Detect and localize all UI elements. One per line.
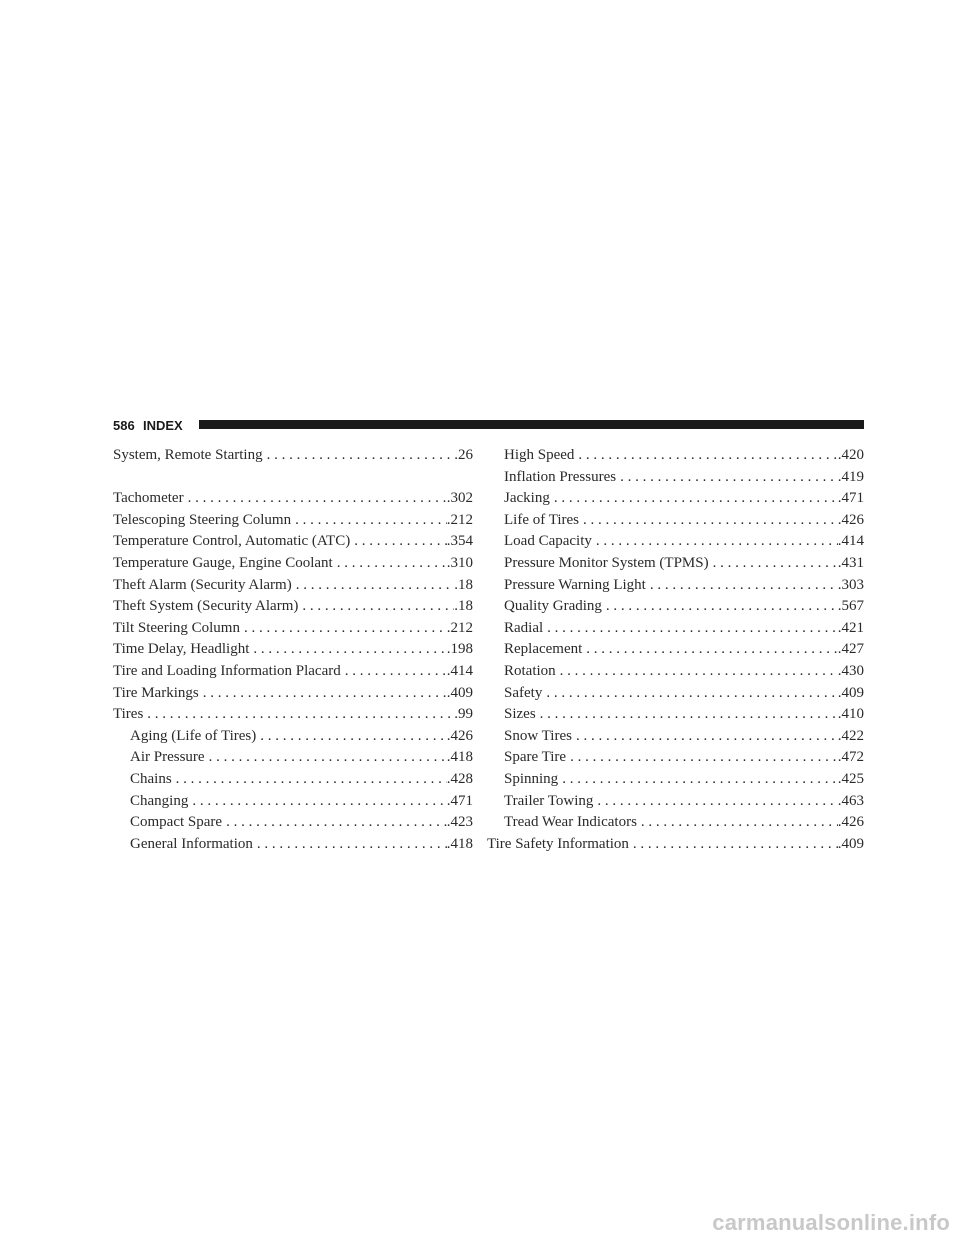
dot-leader [143,704,454,726]
entry-page-number: .414 [837,533,864,550]
entry-label: Theft System (Security Alarm) [113,598,299,615]
page-header [113,416,864,436]
dot-leader [292,575,455,597]
entry-label: Tire Markings [113,684,199,701]
index-entry [113,596,473,618]
index-entry [113,618,473,640]
dot-leader [629,834,838,856]
entry-page-number: .212 [446,511,473,528]
index-column-right [487,445,864,855]
entry-label: General Information [130,835,253,852]
dot-leader [543,618,838,640]
index-subentry [487,531,864,553]
entry-page-number: .198 [446,641,473,658]
entry-label: Radial [504,619,544,636]
index-subentry [487,812,864,834]
entry-page-number: .418 [446,749,473,766]
entry-label: Chains [130,770,172,787]
entry-label: Jacking [504,490,550,507]
dot-leader [556,661,838,683]
entry-label: Tilt Steering Column [113,619,240,636]
entry-page-number: .303 [837,576,864,593]
dot-leader [579,510,838,532]
entry-page-number: .302 [446,490,473,507]
index-entry [113,445,473,467]
entry-label: Inflation Pressures [504,468,617,485]
entry-page-number: .427 [837,641,864,658]
dot-leader [602,596,838,618]
entry-label: Spinning [504,770,559,787]
entry-page-number: .99 [454,706,473,723]
index-subentry [487,510,864,532]
dot-leader [592,531,838,553]
entry-label: Pressure Monitor System (TPMS) [504,554,709,571]
index-subentry [487,791,864,813]
index-subentry [113,791,473,813]
index-subentry [487,769,864,791]
entry-page-number: .420 [837,447,864,463]
entry-label: Compact Spare [130,814,223,831]
entry-label: Rotation [504,662,556,679]
entry-label: Life of Tires [504,511,579,528]
index-entry [113,704,473,726]
entry-page-number: .419 [837,468,864,485]
index-subentry [487,575,864,597]
page-number: 586 [113,418,135,433]
entry-label: Temperature Gauge, Engine Coolant [113,554,333,571]
entry-label: Tire Safety Information [487,835,629,852]
dot-leader [616,467,838,489]
entry-page-number: .423 [446,814,473,831]
index-subentry [487,445,864,467]
dot-leader [184,488,447,510]
entry-page-number: .310 [446,554,473,571]
entry-label: Temperature Control, Automatic (ATC) [113,533,351,550]
entry-label: Pressure Warning Light [504,576,646,593]
dot-leader [253,834,447,856]
index-subentry [487,683,864,705]
index-subentry [113,834,473,856]
entry-page-number: .418 [446,835,473,852]
index-subentry [487,596,864,618]
entry-label: Tread Wear Indicators [504,814,637,831]
entry-label: Telescoping Steering Column [113,511,292,528]
entry-page-number: .471 [837,490,864,507]
entry-label: Theft Alarm (Security Alarm) [113,576,292,593]
entry-label: Trailer Towing [504,792,594,809]
entry-page-number: .425 [837,770,864,787]
index-subentry [113,812,473,834]
index-subentry [487,553,864,575]
index-entry [113,531,473,553]
dot-leader [566,747,838,769]
entry-label: Tire and Loading Information Placard [113,662,341,679]
dot-leader [188,791,446,813]
dot-leader [709,553,838,575]
entry-label: Quality Grading [504,598,602,615]
entry-page-number: .409 [837,835,864,852]
dot-leader [249,639,446,661]
index-subentry [487,618,864,640]
entry-label: Changing [130,792,189,809]
entry-page-number: .18 [454,576,473,593]
dot-leader [350,531,447,553]
index-subentry [487,488,864,510]
entry-label: Safety [504,684,543,701]
entry-page-number: .26 [454,447,473,463]
index-entry [113,661,473,683]
index-entry [113,488,473,510]
index-entry [113,683,473,705]
dot-leader [646,575,838,597]
dot-leader [574,445,837,467]
entry-page-number: .426 [446,727,473,744]
index-entry [487,834,864,856]
dot-leader [558,769,838,791]
dot-leader [205,747,447,769]
entry-label: Tachometer [113,490,184,507]
dot-leader [256,726,447,748]
dot-leader [536,704,838,726]
watermark-logo: carmanualsonline.info [712,1210,950,1235]
index-subentry [113,726,473,748]
dot-leader [593,791,837,813]
entry-label: High Speed [504,447,575,463]
entry-page-number: .409 [837,684,864,701]
dot-leader [263,445,455,467]
entry-label: System, Remote Starting [113,447,263,463]
section-title: INDEX [143,418,183,433]
index-entry [113,510,473,532]
entry-page-number: .354 [446,533,473,550]
dot-leader [582,639,837,661]
entry-label: Time Delay, Headlight [113,641,250,658]
dot-leader [222,812,447,834]
entry-page-number: .18 [454,598,473,615]
header-rule [199,420,864,429]
entry-page-number: .212 [446,619,473,636]
entry-page-number: .410 [837,706,864,723]
index-entry [113,639,473,661]
index-subentry [487,467,864,489]
dot-leader [637,812,838,834]
dot-leader [333,553,447,575]
entry-label: Aging (Life of Tires) [130,727,257,744]
index-subentry [487,747,864,769]
dot-leader [298,596,454,618]
entry-page-number: .414 [446,662,473,679]
dot-leader [199,683,447,705]
index-subentry [113,747,473,769]
dot-leader [550,488,838,510]
index-entry [113,575,473,597]
entry-label: Spare Tire [504,749,567,766]
entry-page-number: .567 [837,598,864,615]
entry-page-number: .428 [446,770,473,787]
index-subentry [113,769,473,791]
index-column-left [113,445,473,855]
entry-label: Load Capacity [504,533,592,550]
entry-page-number: .409 [446,684,473,701]
entry-page-number: .471 [446,792,473,809]
entry-label: Sizes [504,706,536,723]
dot-leader [172,769,447,791]
entry-page-number: .426 [837,511,864,528]
entry-page-number: .426 [837,814,864,831]
entry-label: Air Pressure [130,749,205,766]
entry-page-number: .421 [837,619,864,636]
dot-leader [291,510,447,532]
entry-page-number: .422 [837,727,864,744]
dot-leader [572,726,838,748]
entry-label: Tires [113,706,144,723]
entry-label: Snow Tires [504,727,572,744]
entry-page-number: .431 [837,554,864,571]
index-subentry [487,639,864,661]
dot-leader [240,618,447,640]
dot-leader [341,661,447,683]
index-subentry [487,704,864,726]
entry-page-number: .472 [837,749,864,766]
index-entry [113,553,473,575]
entry-page-number: .430 [837,662,864,679]
index-subentry [487,661,864,683]
dot-leader [542,683,837,705]
index-subentry [487,726,864,748]
entry-label: Replacement [504,641,583,658]
entry-page-number: .463 [837,792,864,809]
